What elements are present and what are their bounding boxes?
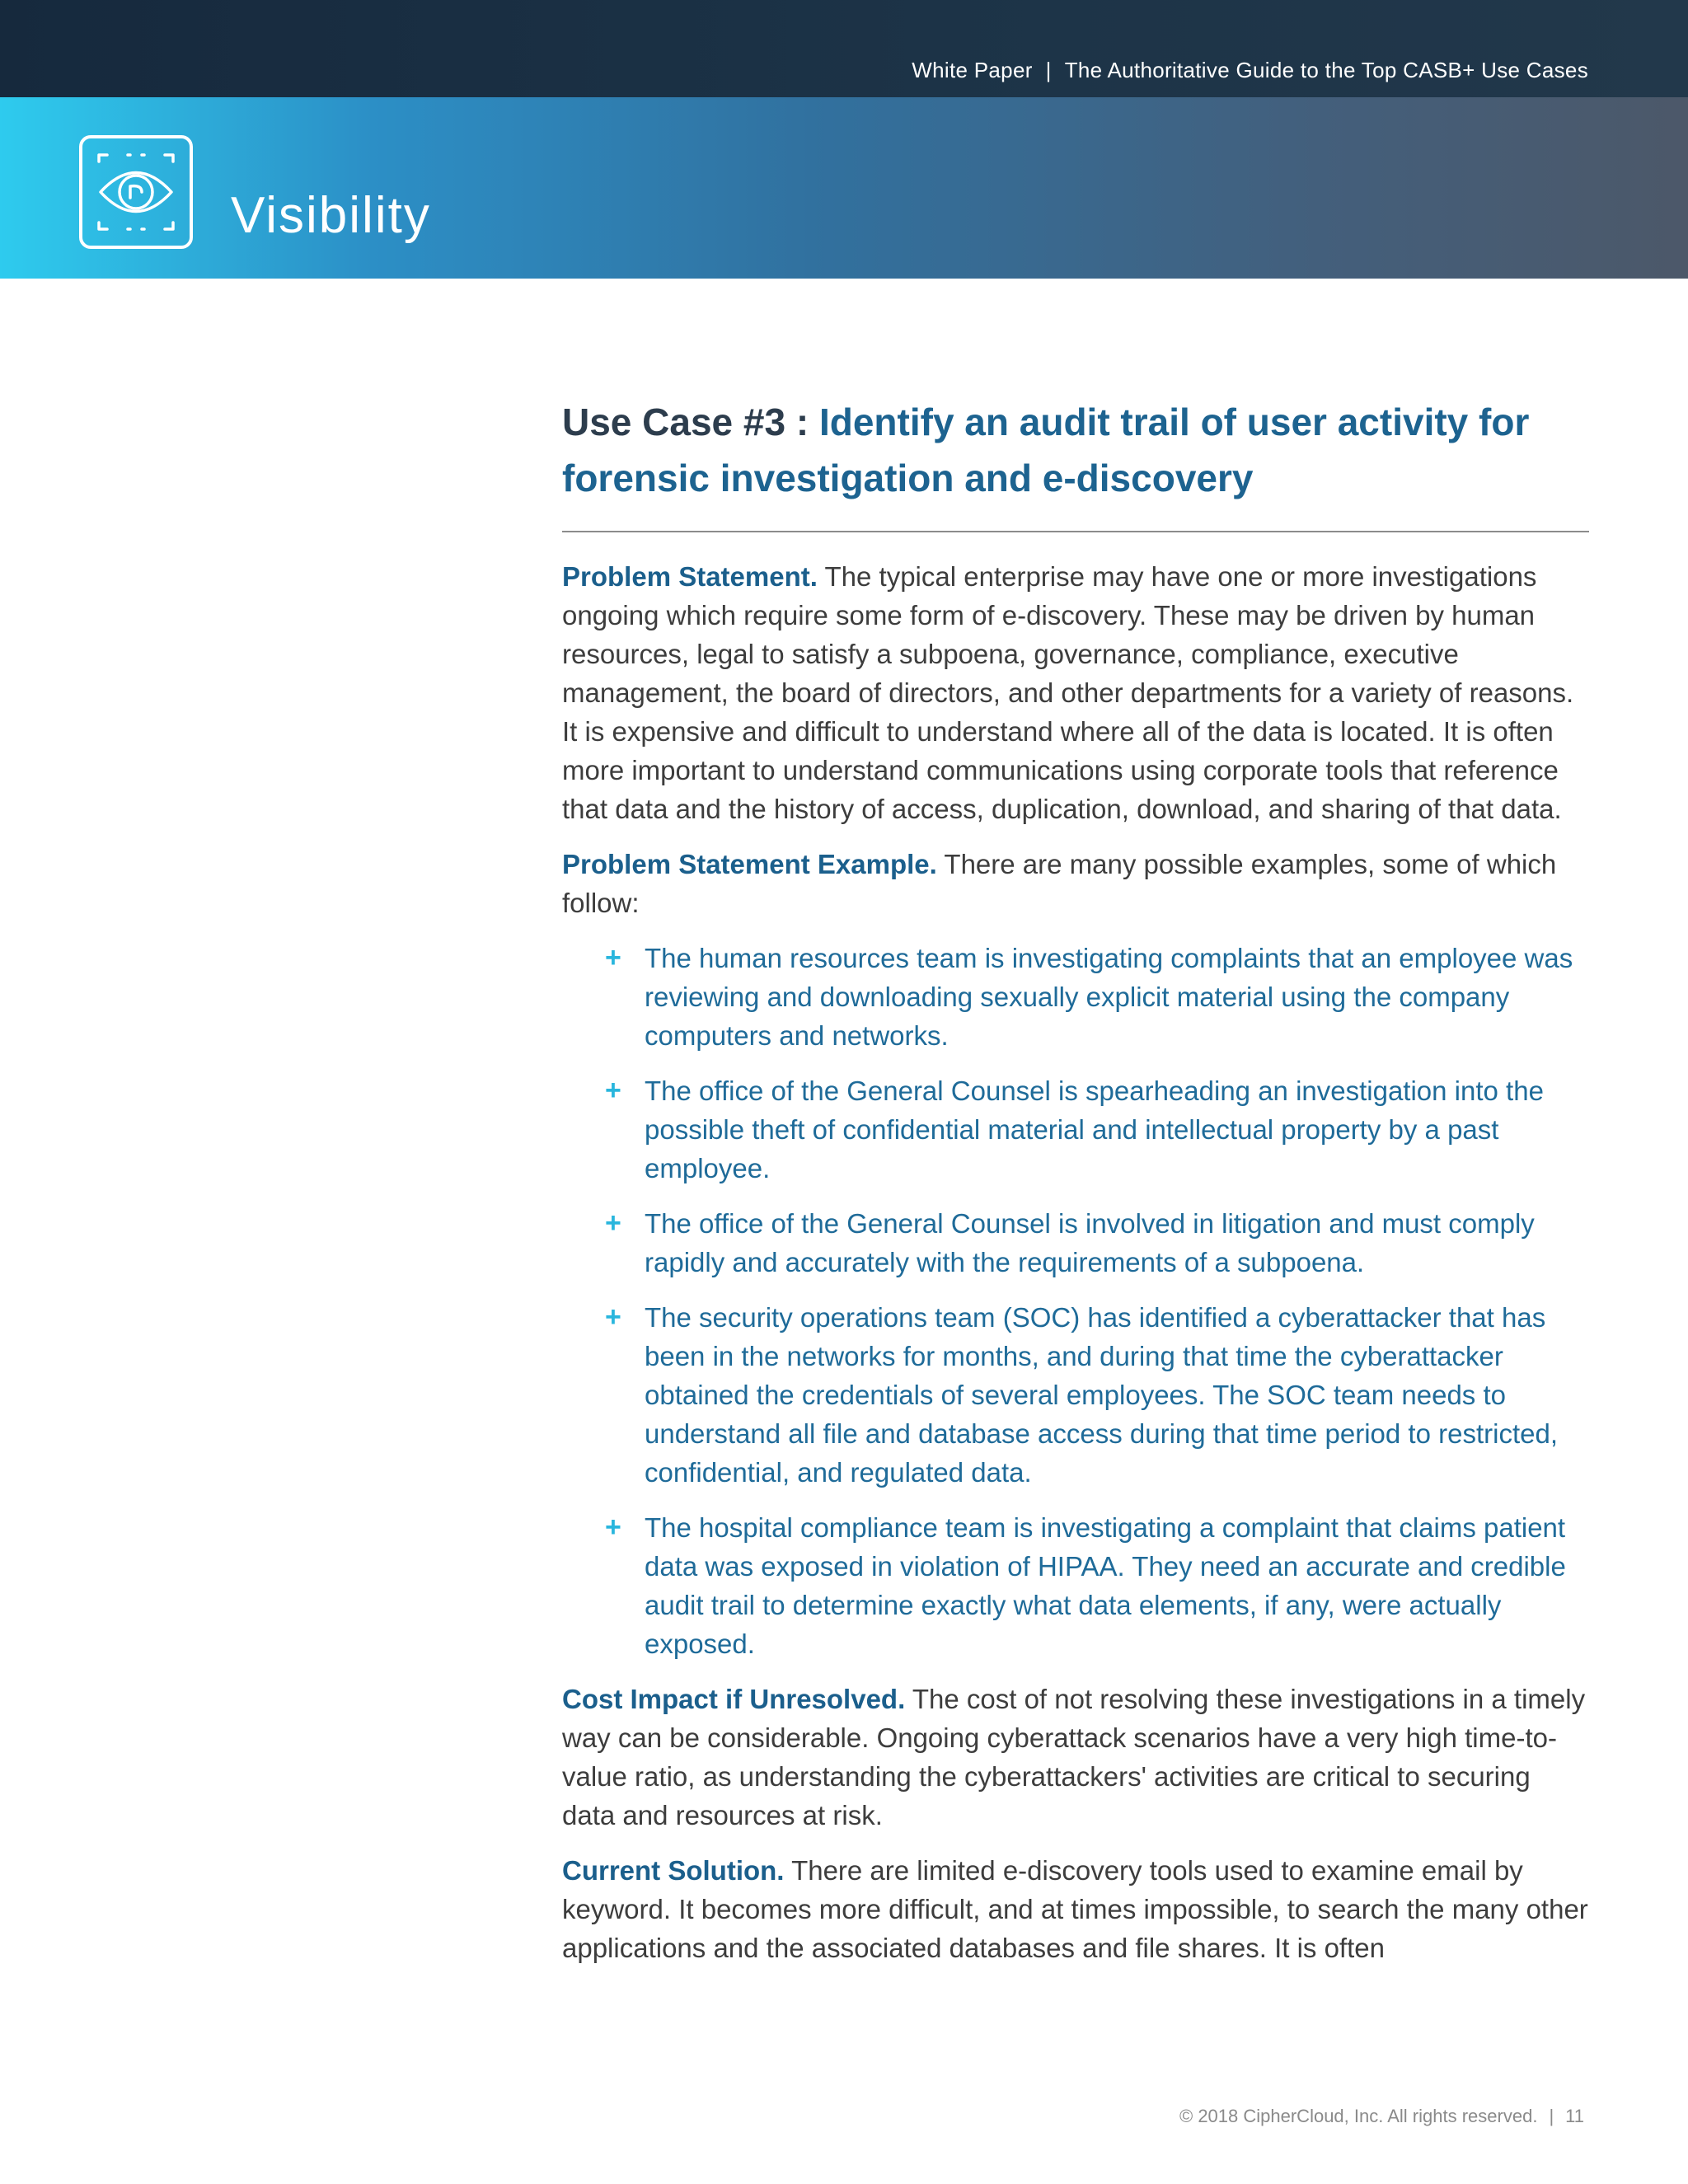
cost-impact-text: The cost of not resolving these investigations in a timely way can be considerable. Ongoing cyberattack scenarios have a very high time-to-value ratio, as understanding the cyberattackers' activities are critical to securing data and resources at risk. xyxy=(562,1684,1586,1830)
list-item-text: The human resources team is investigating complaints that an employee was reviewing and downloading sexually explicit material using the company computers and networks. xyxy=(645,943,1573,1051)
use-case-heading: Identify an audit trail of user activity for forensic investigation and e-discovery xyxy=(562,401,1530,499)
list-item xyxy=(605,1204,1589,1282)
list-item-text: The office of the General Counsel is involved in litigation and must comply rapidly and accurately with the requirements of a subpoena. xyxy=(645,1208,1535,1277)
cost-impact xyxy=(562,1680,1589,1835)
list-item xyxy=(605,939,1589,1055)
list-item-text: The hospital compliance team is investigating a complaint that claims patient data was exposed in violation of HIPAA. They need an accurate and credible audit trail to determine exactly what data elements, if any, were actually exposed. xyxy=(645,1512,1566,1659)
doc-type: White Paper xyxy=(912,58,1033,82)
footer-separator: | xyxy=(1549,2106,1554,2126)
current-solution-label: Current Solution. xyxy=(562,1855,785,1886)
problem-example-text: There are many possible examples, some of which follow: xyxy=(562,849,1557,918)
example-list xyxy=(562,939,1589,1663)
plus-icon: + xyxy=(605,1511,621,1543)
use-case-title xyxy=(562,394,1589,506)
page-number: 11 xyxy=(1565,2106,1584,2126)
plus-icon: + xyxy=(605,942,621,973)
section-title: Visibility xyxy=(231,187,431,244)
doc-title: The Authoritative Guide to the Top CASB+ Use Cases xyxy=(1064,58,1588,82)
main-content xyxy=(562,394,1589,1984)
problem-statement-label: Problem Statement. xyxy=(562,561,818,592)
header-separator: | xyxy=(1045,58,1052,82)
problem-statement xyxy=(562,557,1589,828)
plus-icon: + xyxy=(605,1301,621,1333)
page-footer xyxy=(1179,2106,1584,2127)
cost-impact-label: Cost Impact if Unresolved. xyxy=(562,1684,906,1714)
title-divider xyxy=(562,531,1589,532)
list-item xyxy=(605,1508,1589,1663)
eye-icon xyxy=(79,135,193,249)
problem-example-label: Problem Statement Example. xyxy=(562,849,937,879)
list-item xyxy=(605,1298,1589,1492)
list-item-text: The office of the General Counsel is spearheading an investigation into the possible theft of confidential material and intellectual property by a past employee. xyxy=(645,1076,1544,1183)
top-header-bar xyxy=(0,0,1688,97)
copyright: © 2018 CipherCloud, Inc. All rights reserved. xyxy=(1179,2106,1538,2126)
plus-icon: + xyxy=(605,1075,621,1106)
use-case-number: Use Case #3 : xyxy=(562,401,809,443)
list-item-text: The security operations team (SOC) has identified a cyberattacker that has been in the networks for months, and during that time the cyberattacker obtained the credentials of several employees. The SOC team needs to understand all file and database access during that time period to restricted, confidential, and regulated data. xyxy=(645,1302,1558,1488)
problem-statement-text: The typical enterprise may have one or more investigations ongoing which require some form of e-discovery. These may be driven by human resources, legal to satisfy a subpoena, governance, compliance, executive management, the board of directors, and other departments for a variety of reasons. It is expensive and difficult to understand where all of the data is located. It is often more important to understand communications using corporate tools that reference that data and the history of access, duplication, download, and sharing of that data. xyxy=(562,561,1574,824)
problem-example xyxy=(562,845,1589,922)
current-solution-text: There are limited e-discovery tools used to examine email by keyword. It becomes more difficult, and at times impossible, to search the many other applications and the associated databases and file shares. It is often xyxy=(562,1855,1588,1963)
list-item xyxy=(605,1071,1589,1188)
current-solution xyxy=(562,1851,1589,1967)
running-header xyxy=(912,58,1588,83)
plus-icon: + xyxy=(605,1207,621,1239)
